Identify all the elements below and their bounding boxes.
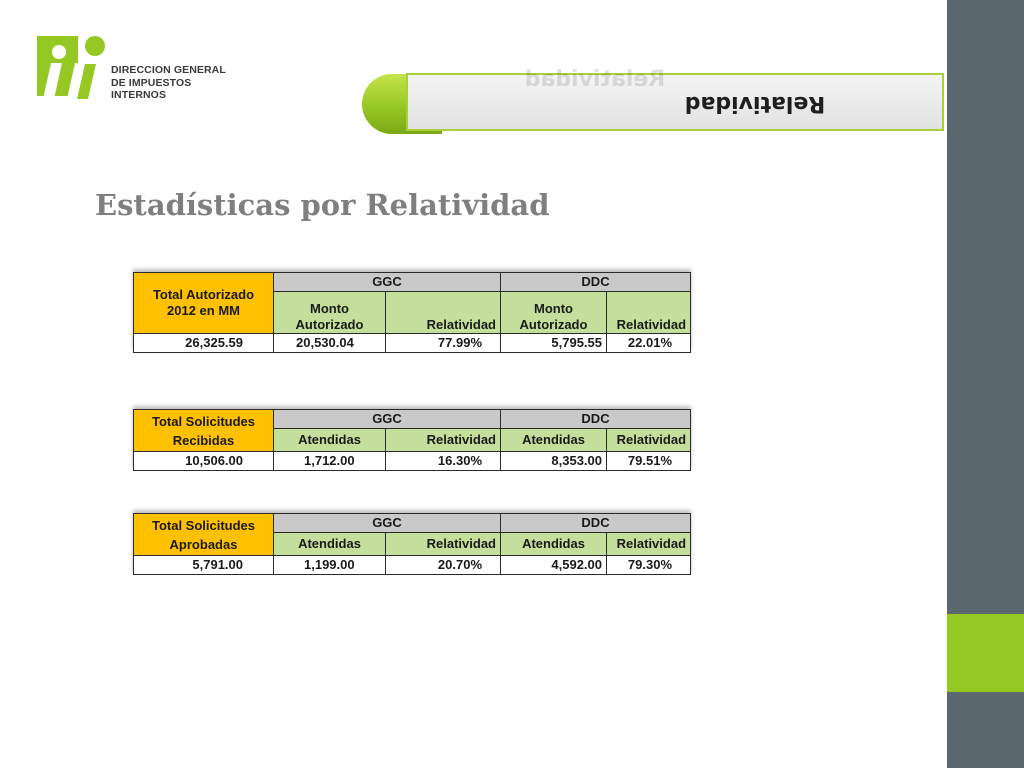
group-header-ggc: GGC bbox=[274, 514, 501, 533]
stats-table-aprobadas bbox=[133, 513, 691, 575]
logo-line-3: INTERNOS bbox=[111, 89, 167, 101]
logo-text bbox=[111, 64, 226, 102]
group-header-ddc: DDC bbox=[501, 514, 691, 533]
column-header: Atendidas bbox=[274, 533, 386, 556]
logo-mark-icon bbox=[37, 33, 109, 109]
stats-table-recibidas bbox=[133, 409, 691, 471]
group-header-ggc: GGC bbox=[274, 273, 501, 292]
value-cell: 79.30% bbox=[607, 556, 691, 575]
total-header: Total Solicitudes Aprobadas bbox=[134, 514, 274, 556]
value-cell: 77.99% bbox=[386, 334, 501, 353]
banner-title-reflection: Relatividad bbox=[524, 67, 666, 92]
value-cell: 22.01% bbox=[607, 334, 691, 353]
column-header: Relatividad bbox=[386, 292, 501, 334]
column-header: Relatividad bbox=[386, 533, 501, 556]
section-banner bbox=[362, 67, 947, 136]
value-cell: 20.70% bbox=[386, 556, 501, 575]
dgii-logo bbox=[37, 33, 226, 109]
value-cell: 1,199.00 bbox=[274, 556, 386, 575]
value-cell: 1,712.00 bbox=[274, 452, 386, 471]
banner-title: Relatividad bbox=[684, 91, 826, 116]
group-header-ggc: GGC bbox=[274, 410, 501, 429]
stats-table-autorizado bbox=[133, 272, 691, 353]
page-title: Estadísticas por Relatividad bbox=[95, 188, 550, 222]
column-header: Atendidas bbox=[274, 429, 386, 452]
right-side-accent bbox=[947, 614, 1024, 692]
logo-line-2: DE IMPUESTOS bbox=[111, 76, 192, 89]
group-header-ddc: DDC bbox=[501, 410, 691, 429]
value-cell: 5,791.00 bbox=[134, 556, 274, 575]
column-header: Monto Autorizado bbox=[274, 292, 386, 334]
value-cell: 4,592.00 bbox=[501, 556, 607, 575]
column-header: Relatividad bbox=[607, 292, 691, 334]
column-header: Relatividad bbox=[607, 429, 691, 452]
column-header: Monto Autorizado bbox=[501, 292, 607, 334]
value-cell: 79.51% bbox=[607, 452, 691, 471]
value-cell: 8,353.00 bbox=[501, 452, 607, 471]
column-header: Atendidas bbox=[501, 429, 607, 452]
group-header-ddc: DDC bbox=[501, 273, 691, 292]
value-cell: 5,795.55 bbox=[501, 334, 607, 353]
column-header: Atendidas bbox=[501, 533, 607, 556]
value-cell: 26,325.59 bbox=[134, 334, 274, 353]
logo-line-1: DIRECCION GENERAL bbox=[111, 64, 226, 76]
column-header: Relatividad bbox=[607, 533, 691, 556]
total-header: Total Solicitudes Recibidas bbox=[134, 410, 274, 452]
value-cell: 10,506.00 bbox=[134, 452, 274, 471]
value-cell: 20,530.04 bbox=[274, 334, 386, 353]
total-header: Total Autorizado 2012 en MM bbox=[134, 273, 274, 334]
value-cell: 16.30% bbox=[386, 452, 501, 471]
column-header: Relatividad bbox=[386, 429, 501, 452]
